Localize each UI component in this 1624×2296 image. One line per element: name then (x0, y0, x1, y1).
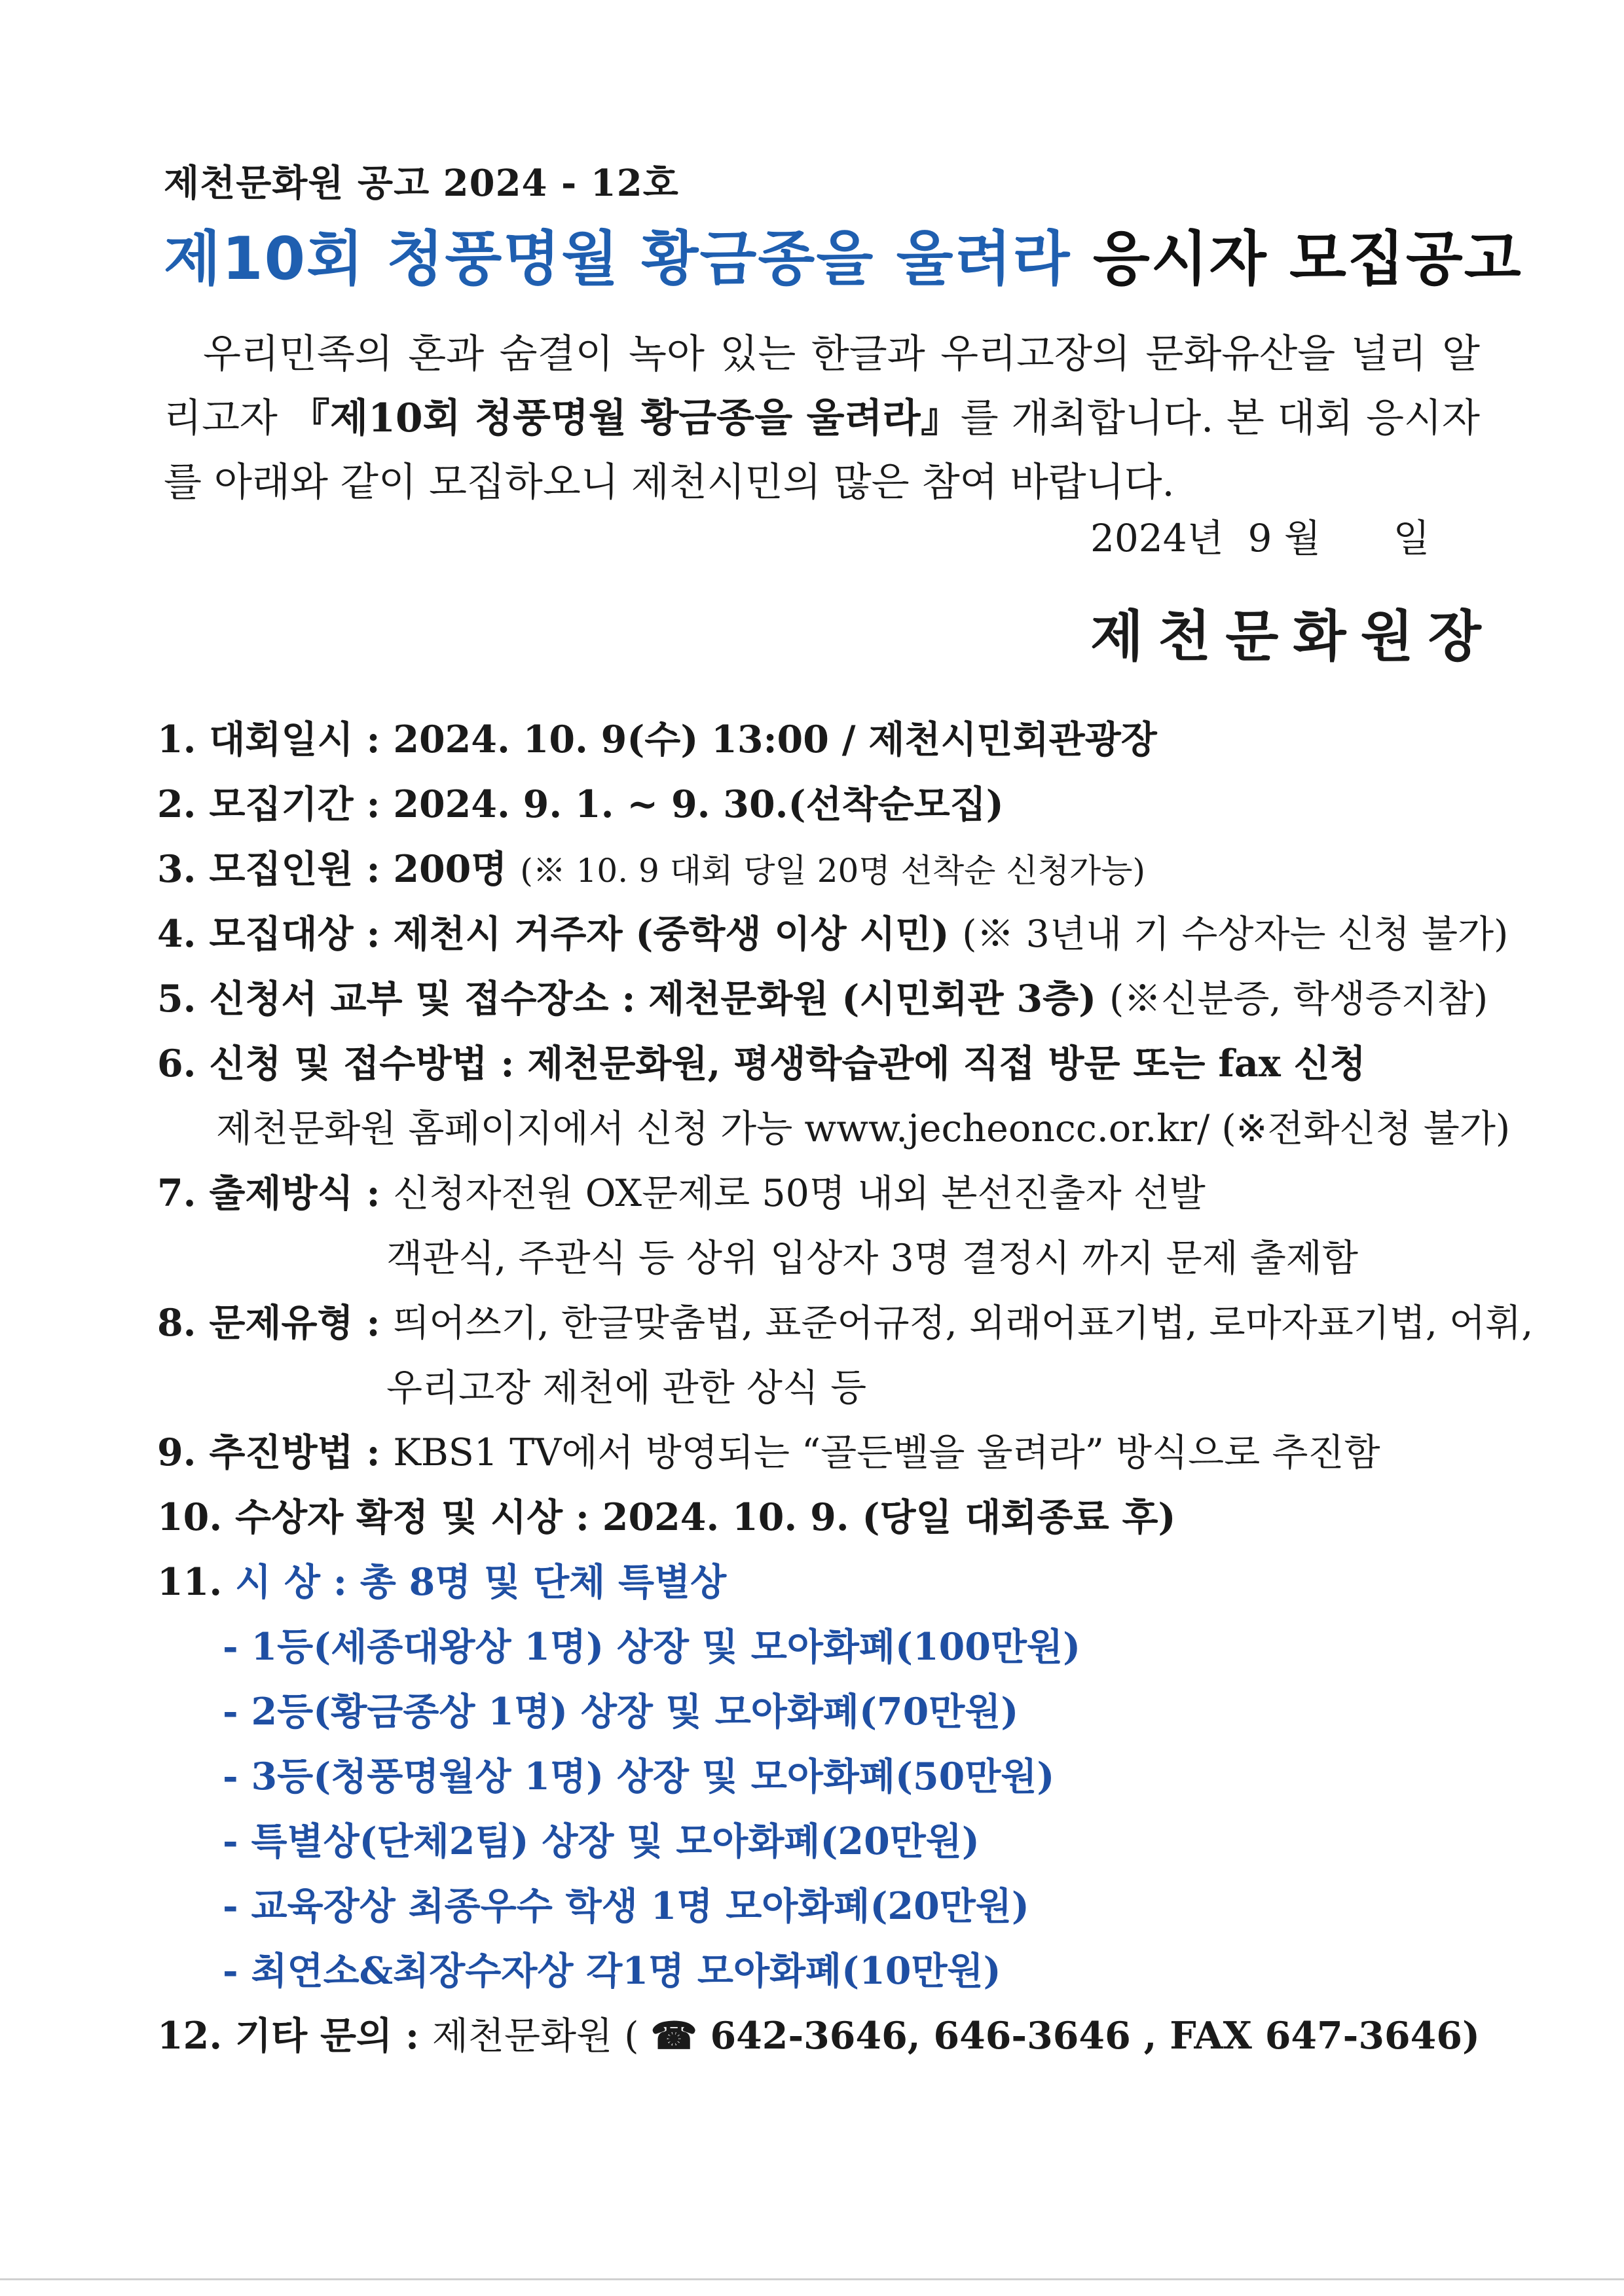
item-note: (※신분증, 학생증지참) (1109, 977, 1488, 1021)
item-label: 8. 문제유형 : (157, 1301, 394, 1345)
contact-label: 12. 기타 문의 : (157, 2014, 432, 2058)
list-item (157, 847, 1145, 894)
title-event-name: 제10회 청풍명월 황금종을 울려라 (164, 225, 1071, 293)
prize-item: - 교육장상 최종우수 학생 1명 모아화폐(20만원) (223, 1884, 1029, 1928)
prize-item: - 3등(청풍명월상 1명) 상장 및 모아화폐(50만원) (223, 1755, 1055, 1798)
item-value: 200명 (393, 847, 521, 891)
item-label: 11. (157, 1560, 236, 1604)
contact-numbers: 642-3646, 646-3646 , FAX 647-3646) (697, 2014, 1480, 2058)
item-label: 4. 모집대상 : (157, 912, 394, 956)
list-item (157, 1430, 1380, 1476)
item-label: 9. 추진방법 : (157, 1430, 394, 1474)
list-item (157, 1495, 1176, 1540)
prize-item: - 1등(세종대왕상 1명) 상장 및 모아화폐(100만원) (223, 1625, 1081, 1669)
list-item (157, 1171, 1206, 1216)
title-suffix: 응시자 모집공고 (1092, 225, 1522, 293)
item-continuation: 객관식, 주관식 등 상위 입상자 3명 결정시 까지 문제 출제함 (386, 1237, 1358, 1280)
list-item (157, 976, 1488, 1022)
prize-item: - 특별상(단체2팀) 상장 및 모아화폐(20만원) (223, 1819, 980, 1863)
item-label: 6. 신청 및 접수방법 : (157, 1042, 528, 1085)
item-value: 제천문화원, 평생학습관에 직접 방문 또는 fax 신청 (527, 1042, 1366, 1085)
item-value: 2024. 10. 9. (당일 대회종료 후) (602, 1495, 1176, 1539)
item-label: 1. 대회일시 : (157, 718, 394, 761)
item-continuation: 제천문화원 홈페이지에서 신청 가능 www.jecheoncc.or.kr/ (※전화신청 불가) (216, 1107, 1511, 1150)
item-value: 제천시 거주자 (중학생 이상 시민) (393, 912, 963, 956)
page-bottom-rule (0, 2278, 1624, 2280)
item-note: (※ 3년내 기 수상자는 신청 불가) (962, 913, 1509, 956)
intro-part1: 우리민족의 혼과 숨결이 녹아 있는 한글과 우리고장의 문화유산을 널리 알리고자 (164, 331, 1480, 441)
prize-item: - 2등(황금종상 1명) 상장 및 모아화폐(70만원) (223, 1690, 1019, 1734)
item-value: 신청자전원 OX문제로 50명 내외 본선진출자 선발 (393, 1172, 1206, 1215)
intro-paragraph (164, 322, 1480, 515)
item-continuation: 우리고장 제천에 관한 상식 등 (386, 1366, 867, 1410)
contact-line (157, 2013, 1480, 2059)
prize-item: - 최연소&최장수자상 각1명 모아화폐(10만원) (223, 1949, 1001, 1993)
list-item (157, 1041, 1366, 1087)
item-value: 띄어쓰기, 한글맞춤법, 표준어규정, 외래어표기법, 로마자표기법, 어휘, (393, 1302, 1534, 1345)
item-label: 3. 모집인원 : (157, 847, 394, 891)
item-label: 10. 수상자 확정 및 시상 : (157, 1495, 602, 1539)
intro-part2: 를 개최합니다. 본 대회 응시자를 아래와 같이 모집하오니 제천시민의 많은 참여 바랍니다. (164, 395, 1480, 505)
item-value: 2024. 10. 9(수) 13:00 / 제천시민회관광장 (393, 718, 1157, 761)
item-label: 2. 모집기간 : (157, 782, 394, 826)
item-value: 제천문화원 (시민회관 3층) (648, 977, 1109, 1021)
item-label: 7. 출제방식 : (157, 1171, 394, 1215)
item-value: 시 상 : 총 8명 및 단체 특별상 (235, 1560, 727, 1604)
item-value: KBS1 TV에서 방영되는 “골든벨을 울려라” 방식으로 추진함 (393, 1431, 1380, 1474)
list-item (157, 717, 1157, 763)
phone-icon: ☎ (650, 2014, 697, 2058)
list-item (157, 911, 1508, 957)
signer: 제천문화원장 (1090, 604, 1496, 668)
item-note: (※ 10. 9 대회 당일 20명 선착순 신청가능) (520, 852, 1146, 890)
intro-event-name: 『제10회 청풍명월 황금종을 울려라』 (290, 395, 961, 441)
item-value: 2024. 9. 1. ~ 9. 30.(선착순모집) (393, 782, 1004, 826)
list-item (157, 782, 1004, 828)
notice-date: 2024년 9 월 일 (1090, 516, 1430, 560)
page-title (164, 211, 1522, 296)
item-label: 5. 신청서 교부 및 접수장소 : (157, 977, 649, 1021)
list-item (157, 1559, 726, 1605)
contact-org: 제천문화원 ( (432, 2014, 651, 2058)
announcement-number: 제천문화원 공고 2024 - 12호 (164, 162, 679, 205)
list-item (157, 1300, 1533, 1346)
